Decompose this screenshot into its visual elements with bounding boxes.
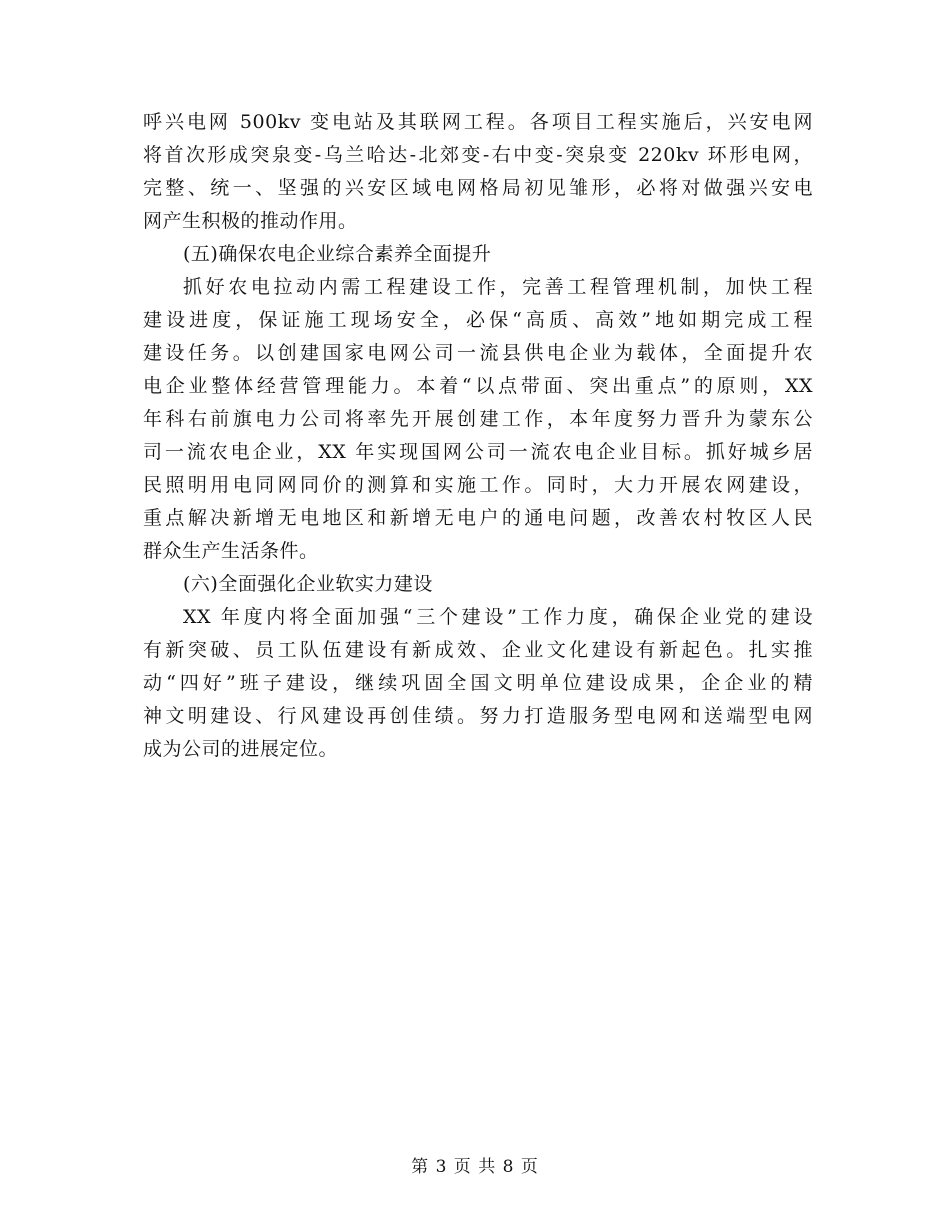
paragraph-line: 年科右前旗电力公司将率先开展创建工作，本年度努力晋升为蒙东公 <box>143 408 813 430</box>
paragraph-line: 网产生积极的推动作用。 <box>143 210 358 232</box>
paragraph-line: 群众生产生活条件。 <box>143 540 319 562</box>
paragraph-line: 神文明建设、行风建设再创佳绩。努力打造服务型电网和送端型电网 <box>143 705 813 727</box>
paragraph-line: 电企业整体经营管理能力。本着“以点带面、突出重点”的原则，XX <box>143 375 813 397</box>
paragraph-line: 动“四好”班子建设，继续巩固全国文明单位建设成果，企企业的精 <box>143 672 813 694</box>
paragraph-line: 呼兴电网 500kv 变电站及其联网工程。各项目工程实施后，兴安电网 <box>143 111 813 133</box>
paragraph-line: 将首次形成突泉变-乌兰哈达-北郊变-右中变-突泉变 220kv 环形电网， <box>143 144 813 166</box>
paragraph-line: 完整、统一、坚强的兴安区域电网格局初见雏形，必将对做强兴安电 <box>143 177 813 199</box>
section-heading: (六)全面强化企业软实力建设 <box>183 573 433 595</box>
paragraph-line: 建设任务。以创建国家电网公司一流县供电企业为载体，全面提升农 <box>143 342 813 364</box>
paragraph-line: 民照明用电同网同价的测算和实施工作。同时，大力开展农网建设， <box>143 474 813 496</box>
paragraph-line: 重点解决新增无电地区和新增无电户的通电问题，改善农村牧区人民 <box>143 507 813 529</box>
paragraph-line: 成为公司的进展定位。 <box>143 738 339 760</box>
paragraph-line: XX 年度内将全面加强“三个建设”工作力度，确保企业党的建设 <box>183 606 813 628</box>
document-body <box>143 106 813 766</box>
page-number: 第 3 页 共 8 页 <box>411 1157 539 1177</box>
paragraph-line: 建设进度，保证施工现场安全，必保“高质、高效”地如期完成工程 <box>143 309 813 331</box>
paragraph-line: 司一流农电企业，XX 年实现国网公司一流农电企业目标。抓好城乡居 <box>143 441 813 463</box>
paragraph-line: 抓好农电拉动内需工程建设工作，完善工程管理机制，加快工程 <box>183 276 813 298</box>
section-heading: (五)确保农电企业综合素养全面提升 <box>183 243 492 265</box>
paragraph-line: 有新突破、员工队伍建设有新成效、企业文化建设有新起色。扎实推 <box>143 639 813 661</box>
